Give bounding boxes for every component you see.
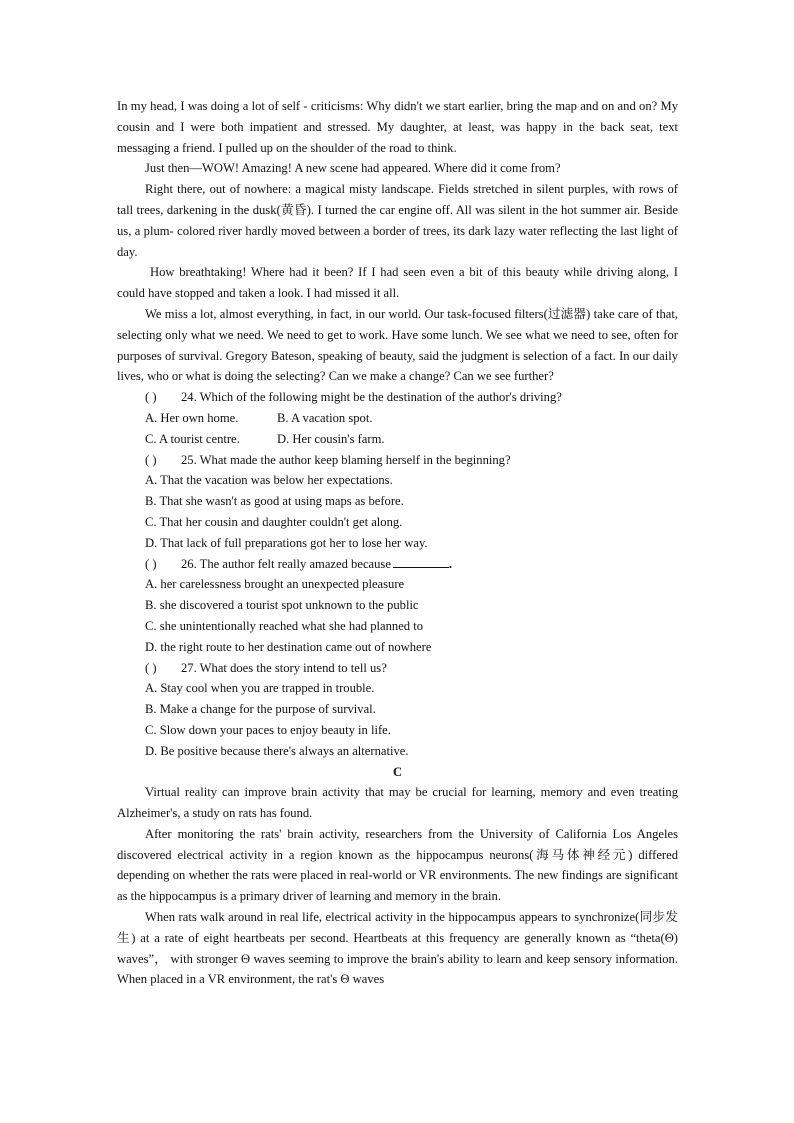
passage-b-paragraph-4: How breathtaking! Where had it been? If I had seen even a bit of this beauty while driving along, I could have stopped and taken a look. I had missed it all. xyxy=(117,265,678,301)
stem-end: . xyxy=(448,556,453,571)
option-c: C. A tourist centre. xyxy=(145,431,240,446)
answer-paren: ( ) xyxy=(145,452,157,467)
option-c: C. Slow down your paces to enjoy beauty in life. xyxy=(145,722,391,737)
passage-b-paragraph-3: Right there, out of nowhere: a magical misty landscape. Fields stretched in silent purples, with rows of tall trees, darkening in the dusk(黄昏). I turned the car engine off. All was silent in the hot summer air. Beside us, a plum- colored river hardly moved between a border of trees, its dark lazy water reflecting the last light of day. xyxy=(117,182,678,259)
question-stem: 24. Which of the following might be the destination of the author's driving? xyxy=(181,390,562,405)
option-d: D. Be positive because there's always an alternative. xyxy=(145,743,409,758)
option-a: A. Her own home. xyxy=(145,410,239,425)
question-stem: 26. The author felt really amazed because xyxy=(181,556,391,571)
section-heading: C xyxy=(392,764,403,779)
passage-c-paragraph-3: When rats walk around in real life, electrical activity in the hippocampus appears to synchronize(同步发生) at a rate of eight heartbeats per second. Heartbeats at this frequency are generally known as “theta(Θ) waves”， with stronger Θ waves seeming to improve the brain's ability to learn and keep sensory information. When placed in a VR environment, the rat's Θ waves xyxy=(117,910,678,987)
question-27 xyxy=(117,658,678,679)
answer-blank xyxy=(393,555,449,568)
question-26 xyxy=(117,554,678,575)
question-24 xyxy=(117,387,678,408)
passage-c-paragraph-2: After monitoring the rats' brain activity, researchers from the University of California Los Angeles discovered electrical activity in a region known as the hippocampus neurons(海马体神经元) differed depending on whether the rats were placed in real-world or VR environments. The new findings are significant as the hippocampus is a primary driver of learning and memory in the brain. xyxy=(117,826,678,904)
option-b: B. Make a change for the purpose of survival. xyxy=(145,702,376,717)
option-c: C. she unintentionally reached what she had planned to xyxy=(145,618,424,633)
question-stem: 25. What made the author keep blaming herself in the beginning? xyxy=(181,452,511,467)
question-stem: 27. What does the story intend to tell us? xyxy=(181,660,387,675)
option-b: B. she discovered a tourist spot unknown to the public xyxy=(145,598,419,613)
passage-b-paragraph-2: Just then—WOW! Amazing! A new scene had appeared. Where did it come from? xyxy=(145,161,561,176)
option-d: D. Her cousin's farm. xyxy=(277,431,385,446)
option-c: C. That her cousin and daughter couldn't get along. xyxy=(145,514,403,529)
option-a: A. That the vacation was below her expectations. xyxy=(145,473,393,488)
question-24-options-row-2 xyxy=(117,429,678,450)
question-24-options-row-1 xyxy=(117,408,678,429)
answer-paren: ( ) xyxy=(145,390,157,405)
answer-paren: ( ) xyxy=(145,556,157,571)
question-25 xyxy=(117,450,678,471)
option-a: A. Stay cool when you are trapped in trouble. xyxy=(145,681,375,696)
option-d: D. the right route to her destination came out of nowhere xyxy=(145,639,432,654)
option-d: D. That lack of full preparations got her to lose her way. xyxy=(145,535,428,550)
option-a: A. her carelessness brought an unexpected pleasure xyxy=(145,577,405,592)
option-b: B. A vacation spot. xyxy=(277,410,373,425)
passage-c-paragraph-1: Virtual reality can improve brain activity that may be crucial for learning, memory and even treating Alzheimer's, a study on rats has found. xyxy=(117,785,678,821)
option-b: B. That she wasn't as good at using maps as before. xyxy=(145,494,404,509)
passage-b-paragraph-1: In my head, I was doing a lot of self - criticisms: Why didn't we start earlier, bring the map and on and on? My cousin and I were both impatient and stressed. My daughter, at least, was happy in the back seat, text messaging a friend. I pulled up on the shoulder of the road to think. xyxy=(117,99,678,155)
passage-b-paragraph-5: We miss a lot, almost everything, in fact, in our world. Our task-focused filters(过滤器) take care of that, selecting only what we need. We need to get to work. Have some lunch. We see what we need to see, often for purposes of survival. Gregory Bateson, speaking of beauty, said the judgment is selection of a fact. In our daily lives, who or what is doing the selecting? Can we make a change? Can we see further? xyxy=(117,306,678,384)
answer-paren: ( ) xyxy=(145,660,157,675)
